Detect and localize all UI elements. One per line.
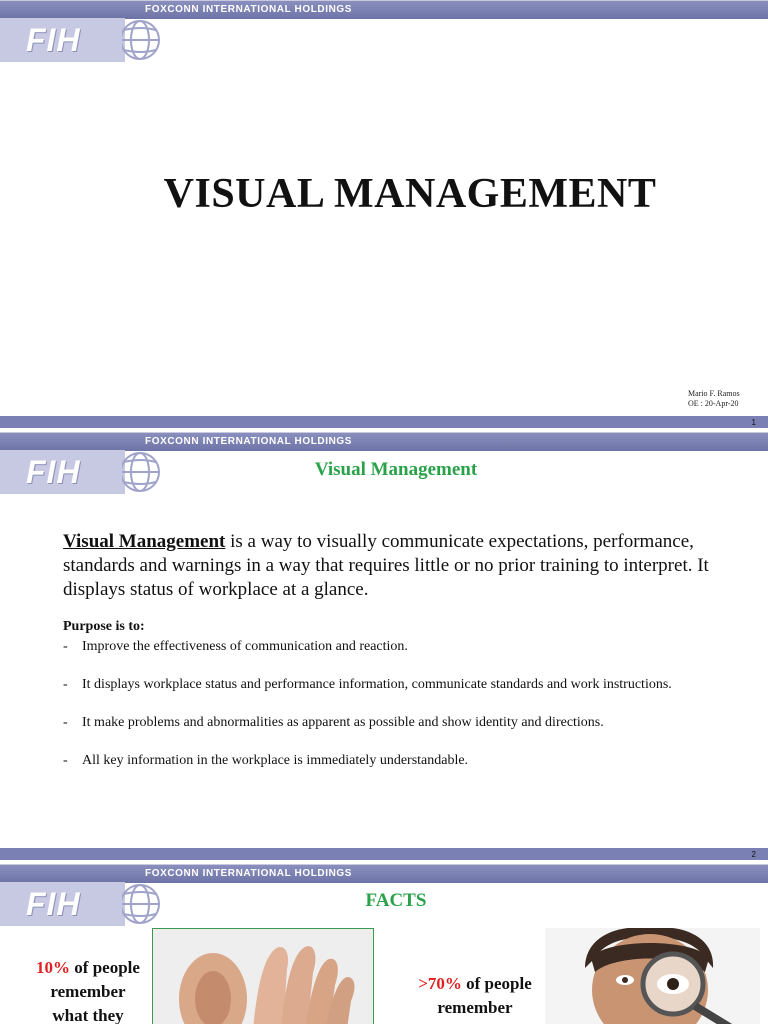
list-item: - Improve the effectiveness of communication and reaction. — [63, 639, 408, 654]
logo-text: FIH — [26, 886, 81, 922]
defined-term: Visual Management — [63, 531, 226, 552]
fact-percentage: >70% — [418, 974, 462, 993]
slide-date: OE : 20-Apr-20 — [688, 399, 739, 408]
globe-icon — [122, 18, 166, 62]
logo-text: FIH — [26, 454, 81, 490]
slide-2 — [0, 432, 768, 848]
header-bar — [0, 864, 768, 883]
logo-text: FIH — [26, 22, 81, 58]
list-item: - It make problems and abnormalities as apparent as possible and show identity and directions. — [63, 715, 604, 730]
purpose-label: Purpose is to: — [63, 619, 145, 634]
fact-listening: 10% of people remember what they — [36, 958, 140, 1024]
list-item: - All key information in the workplace is immediately understandable. — [63, 753, 469, 768]
page-number: 2 — [751, 850, 756, 859]
fact-percentage: 10% — [36, 958, 71, 977]
author-name: Mario F. Ramos — [688, 389, 740, 398]
slide-3 — [0, 864, 768, 1024]
company-name: FOXCONN INTERNATIONAL HOLDINGS — [145, 4, 353, 15]
company-name: FOXCONN INTERNATIONAL HOLDINGS — [145, 868, 353, 879]
header-bar — [0, 432, 768, 451]
footer-bar — [0, 848, 768, 860]
author-info — [688, 389, 740, 409]
man-magnifier-photo — [545, 928, 760, 1024]
slide-gap — [0, 416, 768, 432]
slide-title: FACTS — [365, 890, 427, 911]
purpose-list — [63, 637, 703, 789]
header-bar — [0, 0, 768, 19]
definition-paragraph — [63, 530, 713, 602]
fact-seeing: >70% of people remember — [418, 974, 532, 1017]
definition-text: is a way to visually communicate expectations, performance, standards and warnings in a way that requires little or no prior training to interpret. It displays status of workplace at a glance. — [63, 531, 709, 600]
company-name: FOXCONN INTERNATIONAL HOLDINGS — [145, 436, 353, 447]
footer-bar — [0, 416, 768, 428]
fih-logo — [0, 18, 125, 62]
slide-1 — [0, 0, 768, 416]
slide-title: VISUAL MANAGEMENT — [163, 171, 657, 217]
ear-listening-photo — [152, 928, 374, 1024]
list-item: - It displays workplace status and performance information, communicate standards and work instructions. — [63, 677, 672, 692]
slide-title: Visual Management — [314, 459, 478, 480]
page-number: 1 — [751, 418, 756, 427]
slide-gap — [0, 848, 768, 864]
